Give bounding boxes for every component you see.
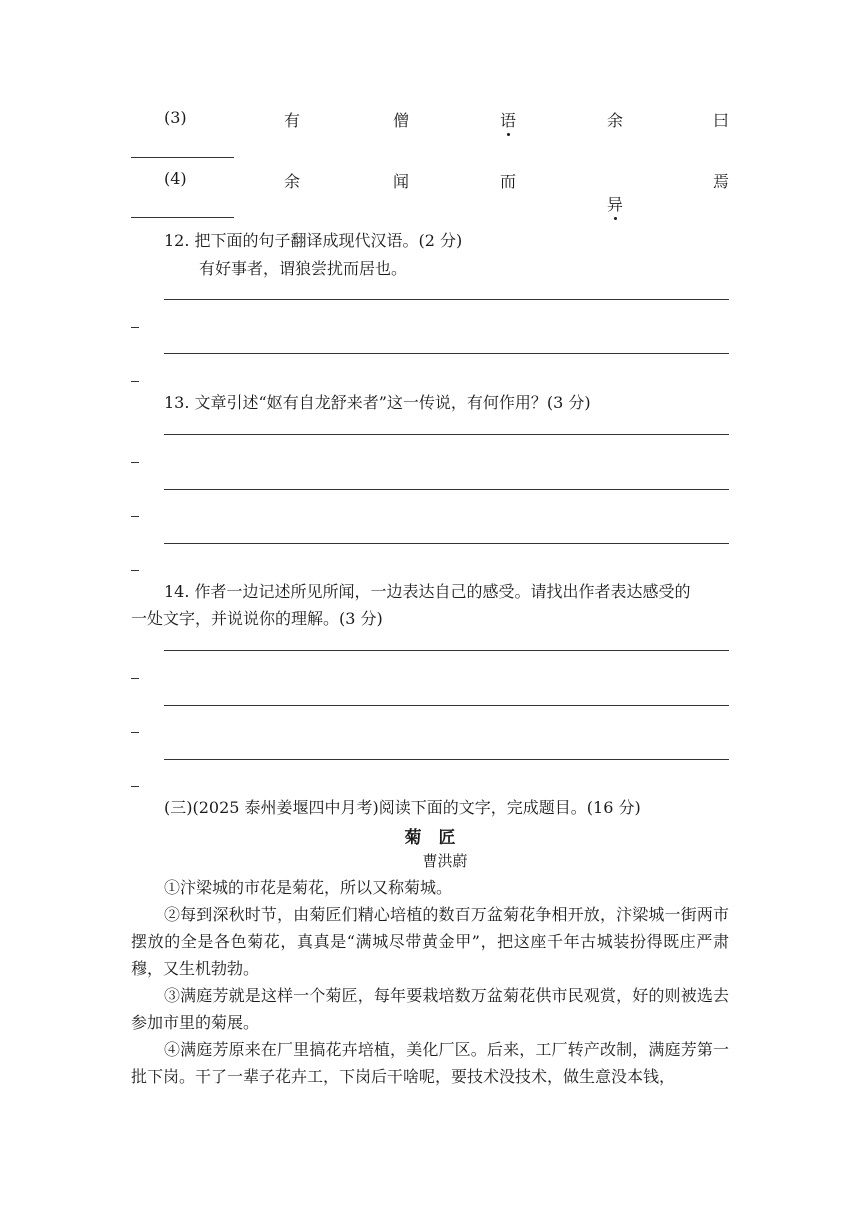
item-char: 僧 [393,111,410,130]
line-dash [131,786,139,787]
question-14-prompt-line2: 一处文字，并说说你的理解。(3 分) [131,609,383,628]
answer-line[interactable] [164,299,729,300]
item-char-dotted: 异 [607,195,624,214]
answer-line[interactable] [164,489,729,490]
item-char: 余 [284,172,301,191]
line-dash [131,732,139,733]
article-paragraph-4: ④满庭芳原来在厂里搞花卉培植，美化厂区。后来，工厂转产改制，满庭芳第一批下岗。干了一辈子花卉工，下岗后干啥呢，要技术没技术，做生意没本钱， [131,1040,729,1086]
q11-item-3 [0,0,860,130]
item-char: 而 [500,172,517,191]
item-char: 曰 [713,111,730,130]
article-paragraph-1: ①汴梁城的市花是菊花，所以又称菊城。 [164,878,453,897]
answer-line[interactable] [164,353,729,354]
article-paragraph-3: ③满庭芳就是这样一个菊匠，每年要栽培数万盆菊花供市民观赏，好的则被选去参加市里的菊展。 [131,986,729,1032]
line-dash [131,462,139,463]
question-12-prompt: 12. 把下面的句子翻译成现代汉语。(2 分) [164,231,463,250]
line-dash [131,327,139,328]
line-dash [131,516,139,517]
item-char: 有 [284,111,301,130]
question-13-prompt: 13. 文章引述“妪有自龙舒来者”这一传说，有何作用？(3 分) [164,393,591,412]
answer-line[interactable] [164,434,729,435]
item-char: 余 [607,111,624,130]
answer-blank[interactable] [131,217,234,218]
item-char: 焉 [713,172,730,191]
answer-line[interactable] [164,759,729,760]
section-3-intro: (三)(2025 泰州姜堰四中月考)阅读下面的文字，完成题目。(16 分) [164,798,641,817]
answer-blank[interactable] [131,157,234,158]
q11-item-4 [0,23,860,214]
item-char-dotted: 语 [500,111,517,130]
line-dash [131,381,139,382]
answer-line[interactable] [164,705,729,706]
line-dash [131,570,139,571]
article-author: 曹洪蔚 [422,852,468,870]
question-14-prompt-line1: 14. 作者一边记述所见所闻，一边表达自己的感受。请找出作者表达感受的 [164,582,691,601]
item-char: 闻 [393,172,410,191]
answer-line[interactable] [164,650,729,651]
item-number: (3) [164,108,187,127]
article-title: 菊 匠 [404,828,456,848]
question-12-sentence: 有好事者，谓狼尝扰而居也。 [199,259,408,278]
line-dash [131,678,139,679]
answer-line[interactable] [164,543,729,544]
item-number: (4) [164,169,187,188]
article-paragraph-2: ②每到深秋时节，由菊匠们精心培植的数百万盆菊花争相开放，汴梁城一街两市摆放的全是各色菊花，真真是“满城尽带黄金甲”，把这座千年古城装扮得既庄严肃穆，又生机勃勃。 [131,905,729,978]
